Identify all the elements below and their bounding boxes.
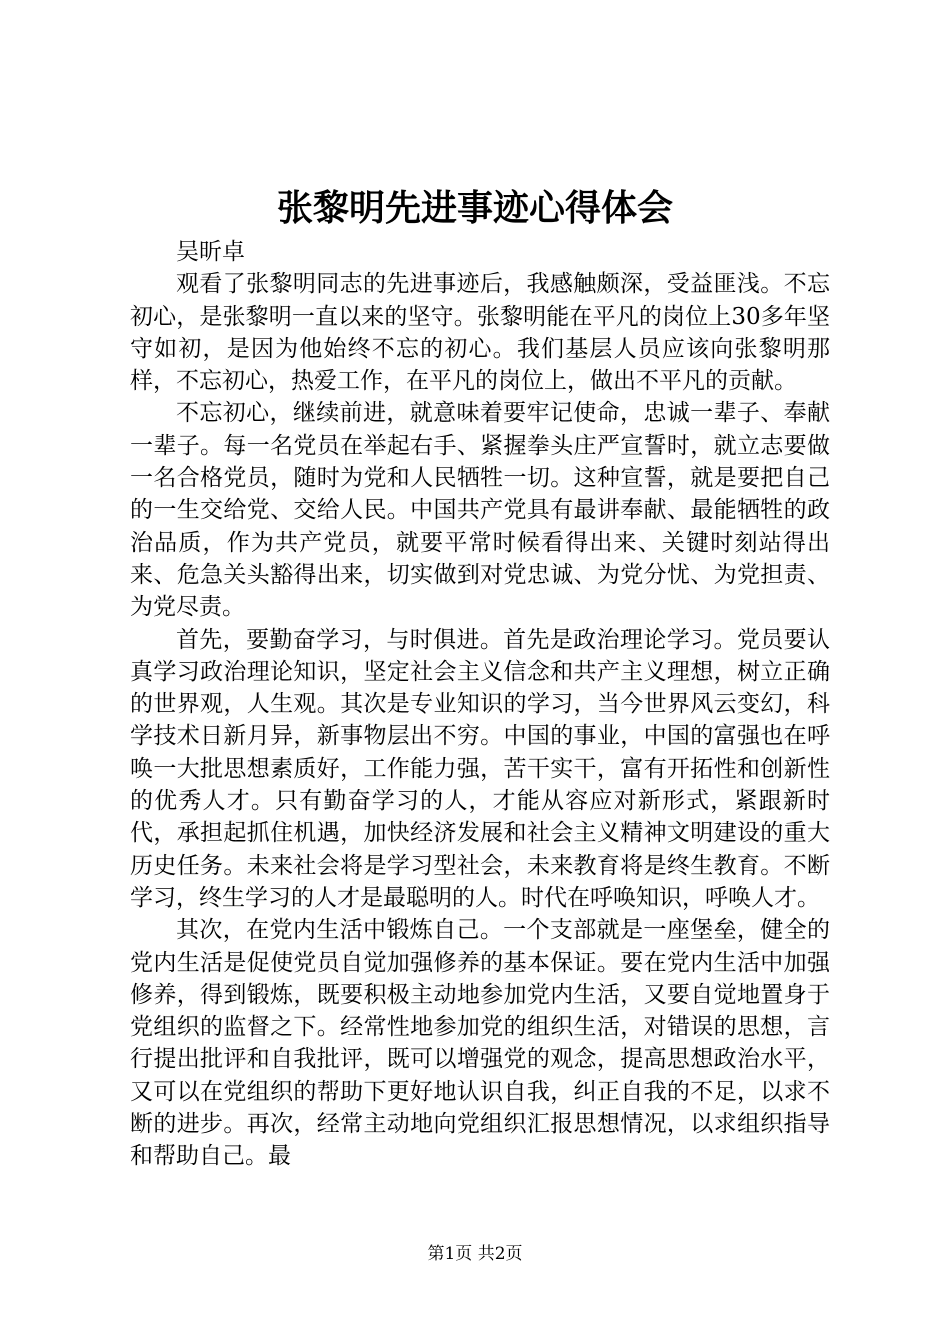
paragraph-4: 其次，在党内生活中锻炼自己。一个支部就是一座堡垒，健全的党内生活是促使党员自觉加强修养的基本保证。要在党内生活中加强修养，得到锻炼，既要积极主动地参加党内生活，又要自觉地置身于党组织的监督之下。经常性地参加党的组织生活，对错误的思想，言行提出批评和自我批评，既可以增强党的观念，提高思想政治水平，又可以在党组织的帮助下更好地认识自我，纠正自我的不足，以求不断的进步。再次，经常主动地向党组织汇报思想情况，以求组织指导和帮助自己。最 [130,917,830,1170]
paragraph-3: 首先，要勤奋学习，与时俱进。首先是政治理论学习。党员要认真学习政治理论知识，坚定社会主义信念和共产主义理想，树立正确的世界观，人生观。其次是专业知识的学习，当今世界风云变幻，科学技术日新月异，新事物层出不穷。中国的事业，中国的富强也在呼唤一大批思想素质好，工作能力强，苦干实干，富有开拓性和创新性的优秀人才。只有勤奋学习的人，才能从容应对新形式，紧跟新时代，承担起抓住机遇，加快经济发展和社会主义精神文明建设的重大历史任务。未来社会将是学习型社会，未来教育将是终生教育。不断学习，终生学习的人才是最聪明的人。时代在呼唤知识，呼唤人才。 [130,626,830,911]
document-body [130,236,830,1173]
page-footer: 第1页 共2页 [427,1244,523,1264]
paragraph-1: 观看了张黎明同志的先进事迹后，我感触颇深，受益匪浅。不忘初心，是张黎明一直以来的坚守。张黎明能在平凡的岗位上30多年坚守如初，是因为他始终不忘的初心。我们基层人员应该向张黎明那样，不忘初心，热爱工作，在平凡的岗位上，做出不平凡的贡献。 [130,271,830,395]
author-name: 吴昕卓 [176,239,245,265]
paragraph-2: 不忘初心，继续前进，就意味着要牢记使命，忠诚一辈子、奉献一辈子。每一名党员在举起右手、紧握拳头庄严宣誓时，就立志要做一名合格党员，随时为党和人民牺牲一切。这种宣誓，就是要把自己的一生交给党、交给人民。中国共产党具有最讲奉献、最能牺牲的政治品质，作为共产党员，就要平常时候看得出来、关键时刻站得出来、危急关头豁得出来，切实做到对党忠诚、为党分忧、为党担责、为党尽责。 [130,400,830,621]
document-title: 张黎明先进事迹心得体会 [276,187,673,229]
